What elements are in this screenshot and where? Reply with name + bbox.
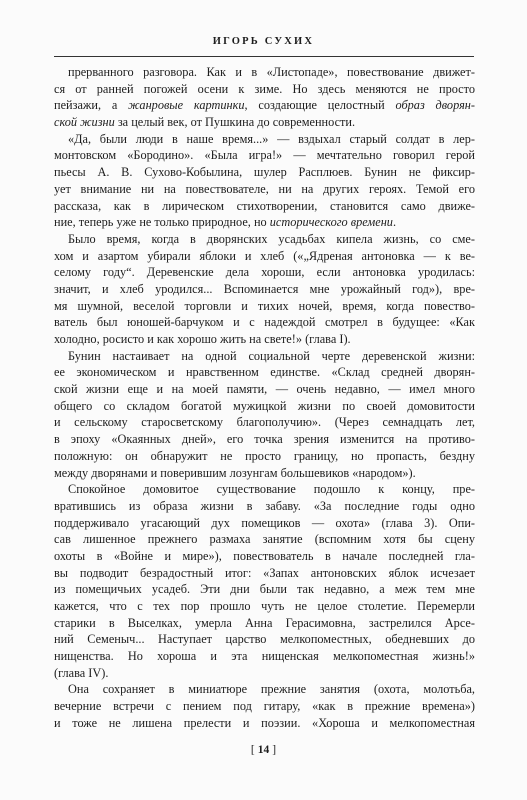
text-run: (глава IV). <box>54 665 109 680</box>
paragraph <box>54 131 475 231</box>
italic-run: исторического времени <box>269 215 393 230</box>
text-run: между дворянами и поверившим лозунгам большевиков «народом»). <box>54 465 416 480</box>
text-line <box>54 381 475 398</box>
text-run: и тоже не лишена прелести и поэзии. «Хороша и мелкопоместная <box>54 715 475 730</box>
text-line <box>54 131 475 148</box>
text-run: Бунин настаивает на одной социальной черте деревенской жизни: <box>68 348 475 363</box>
text-line <box>54 665 475 682</box>
text-run: Она сохраняет в миниатюре прежние занятия (охота, молотьба, <box>68 682 475 697</box>
text-line <box>54 231 475 248</box>
text-run: прерванного разговора. Как и в «Листопаде», повествование движет- <box>68 65 475 79</box>
text-line <box>54 715 475 732</box>
text-line <box>54 348 475 365</box>
text-line <box>54 181 475 198</box>
running-head: ИГОРЬ СУХИХ <box>212 36 315 47</box>
text-line <box>54 64 475 81</box>
text-run: охоты в «Войне и мире»), повествователь в начале последней гла- <box>54 548 475 563</box>
page-number-value: 14 <box>257 744 270 756</box>
text-line <box>54 498 475 515</box>
text-run: в эпоху «Окаянных дней», его точка зрения изменится на противо- <box>54 432 475 447</box>
text-line <box>54 531 475 548</box>
text-run: кажется, что с тех пор прошло чуть не целое столетие. Перемерли <box>54 599 475 613</box>
text-line <box>54 114 475 131</box>
paragraph <box>54 681 475 731</box>
text-run: . <box>392 215 397 230</box>
text-line <box>54 97 475 114</box>
text-run: вы подводит безрадостный итог: «Запах антоновских яблок исчезает <box>54 565 475 580</box>
text-line <box>54 164 475 181</box>
page-number <box>0 744 527 756</box>
text-run: нищенства. Но хороша и эта нищенская мелкопоместная жизнь!» <box>54 649 475 664</box>
text-line <box>54 698 475 715</box>
paragraph <box>54 231 475 348</box>
italic-run: жанровые картинки <box>128 98 245 113</box>
text-run: селому году“. Деревенские дела хороши, если антоновка уродилась: <box>54 265 475 280</box>
text-line <box>54 364 475 381</box>
body-text <box>54 64 475 732</box>
text-run: и сельскому старосветскому благополучию». (Через семнадцать лет, <box>54 415 475 430</box>
text-run: значит, и хлеб уродился... Вспоминается мне урожайный год»), вре- <box>54 281 475 296</box>
text-run: ватель был юношей-барчуком и с надеждой смотрел в будущее: «Как <box>54 315 475 330</box>
text-run: монтовском «Бородино». «Была игра!» — мечтательно говорил герой <box>54 148 475 163</box>
text-line <box>54 214 475 231</box>
text-line <box>54 481 475 498</box>
text-run: из помещичьих усадеб. Эти дни были так недавно, а меж тем мне <box>54 582 475 597</box>
folio-bracket-right: ] <box>272 744 277 756</box>
text-line <box>54 398 475 415</box>
text-run: холодно, росисто и как хорошо жить на свете!» (глава I). <box>54 332 351 346</box>
text-run: рассказа, как в лирическом стихотворении, становится само движе- <box>54 198 475 213</box>
text-run: ний Семеныч... Наступает царство мелкопоместных, обедневших до <box>54 632 475 647</box>
text-run: ской жизни еще и на моей памяти, — очень недавно, — имел много <box>54 382 475 397</box>
text-line <box>54 565 475 582</box>
italic-run: образ дворян- <box>395 98 475 113</box>
text-line <box>54 448 475 465</box>
text-line <box>54 431 475 448</box>
text-run: общего со складом богатой мужицкой жизни по своей домовитости <box>54 398 475 413</box>
italic-run: ской жизни <box>54 115 115 130</box>
text-run: пейзажи, а <box>54 98 129 113</box>
paragraph <box>54 348 475 482</box>
text-run: ние, теперь уже не только природное, но <box>54 215 270 230</box>
text-run: ее экономическом и нравственном единстве. «Склад средней дворян- <box>54 365 475 380</box>
text-run: «Да, были люди в наше время...» — вздыхал старый солдат в лер- <box>68 131 475 146</box>
text-run: поддерживало угасающий дух помещиков — охота» (глава 3). Опи- <box>54 515 475 530</box>
text-line <box>54 631 475 648</box>
text-run: Спокойное домовитое существование подошло к концу, пре- <box>68 482 475 497</box>
paragraph <box>54 64 475 131</box>
text-line <box>54 298 475 315</box>
header-rule <box>54 56 474 57</box>
text-run: старики в Выселках, умерла Анна Герасимовна, застрелился Арсе- <box>54 615 475 630</box>
text-line <box>54 681 475 698</box>
text-line <box>54 264 475 281</box>
text-line <box>54 598 475 615</box>
text-run: ся от ранней погожей осени к зиме. Но здесь меняются не просто <box>54 81 475 96</box>
paragraph <box>54 481 475 681</box>
text-run: Было время, когда в дворянских усадьбах кипела жизнь, со сме- <box>68 231 475 246</box>
text-line <box>54 281 475 298</box>
text-run: пьесы А. В. Сухово-Кобылина, шулер Расплюев. Бунин не фиксир- <box>54 165 475 180</box>
text-line <box>54 198 475 215</box>
text-run: вратившись из образа жизни в забаву. «За последние годы одно <box>54 498 475 513</box>
text-run: , создающие целостный <box>244 98 396 113</box>
text-line <box>54 615 475 632</box>
text-line <box>54 581 475 598</box>
text-line <box>54 465 475 482</box>
text-run: ует внимание ни на повествователе, ни на других героях. Темой его <box>54 181 475 196</box>
text-run: мя шумной, веселой торговли и тихих ночей, время, когда повество- <box>54 298 475 313</box>
text-line <box>54 414 475 431</box>
text-line <box>54 81 475 98</box>
text-line <box>54 548 475 565</box>
text-line <box>54 515 475 532</box>
text-run: сав лишенное прежнего размаха занятие (вспомним хотя бы сцену <box>54 532 475 547</box>
text-line <box>54 331 475 348</box>
folio-bracket-left: [ <box>250 744 255 756</box>
text-run: хом и азартом убирали яблоки и хлеб («„Ядреная антоновка — к ве- <box>54 248 475 263</box>
text-run: за целый век, от Пушкина до современности. <box>114 115 356 130</box>
text-run: вечерние встречи с пением под гитару, «как в прежние времена») <box>54 699 475 714</box>
text-line <box>54 314 475 331</box>
text-line <box>54 648 475 665</box>
text-line <box>54 147 475 164</box>
text-run: положную: он обнаружит не просто границу, но пропасть, бездну <box>54 448 475 463</box>
text-line <box>54 248 475 265</box>
